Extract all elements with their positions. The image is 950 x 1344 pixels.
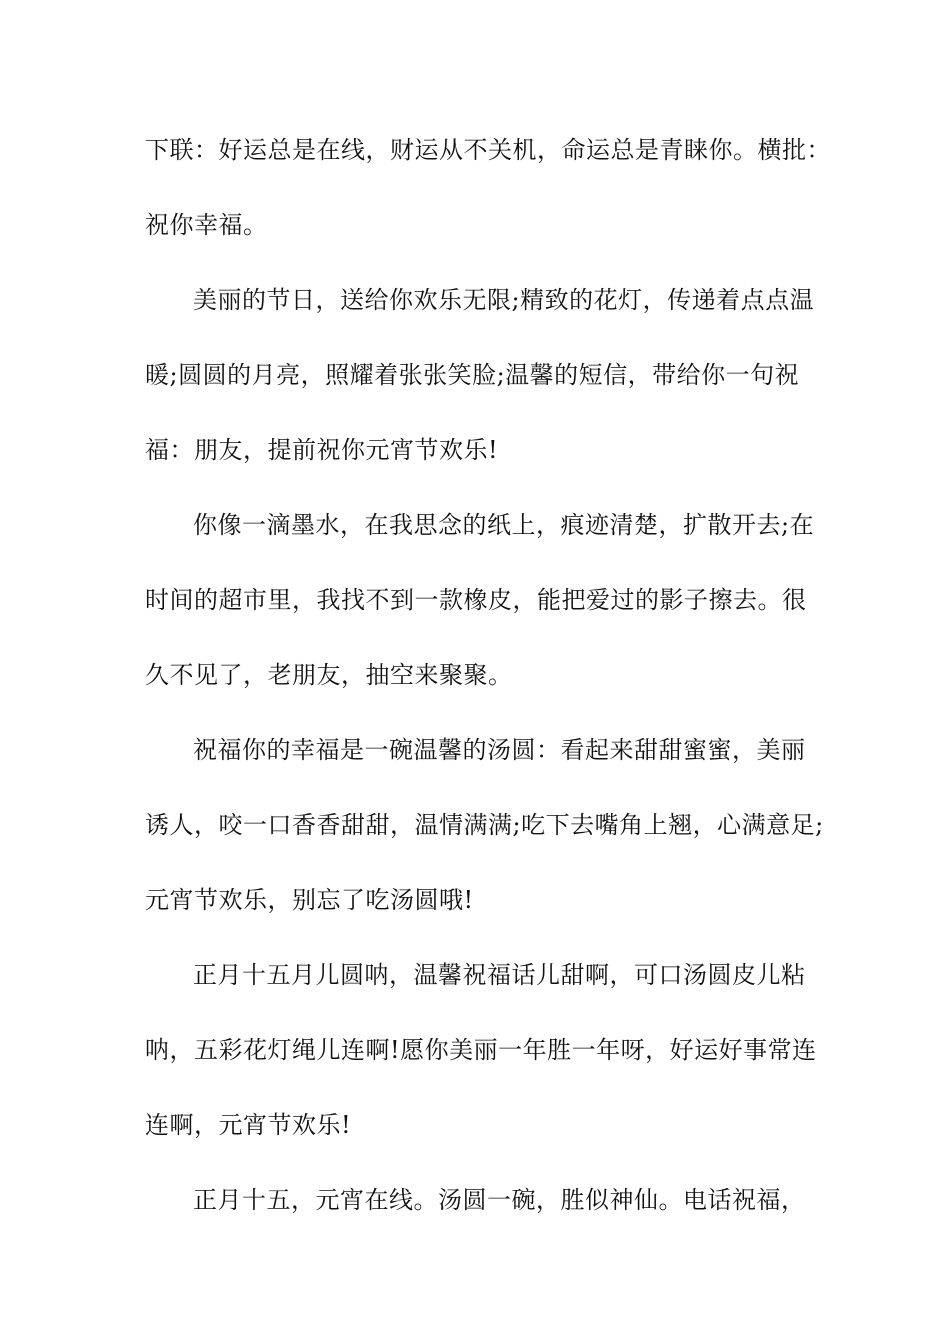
paragraph-first-line: 正月十五，元宵在线。汤圆一碗，胜似神仙。电话祝福， <box>193 1186 806 1214</box>
text-line: 时间的超市里，我找不到一款橡皮，能把爱过的影子擦去。很 <box>145 586 807 614</box>
text-line: 下联：好运总是在线，财运从不关机，命运总是青睐你。横批： <box>145 136 831 164</box>
paragraph-first-line: 美丽的节日，送给你欢乐无限;精致的花灯，传递着点点温 <box>193 286 815 314</box>
paragraph-first-line: 你像一滴墨水，在我思念的纸上，痕迹清楚，扩散开去;在 <box>193 511 815 539</box>
text-line: 元宵节欢乐，别忘了吃汤圆哦! <box>145 886 474 914</box>
paragraph-first-line: 祝福你的幸福是一碗温馨的汤圆：看起来甜甜蜜蜜，美丽 <box>193 736 806 764</box>
text-line: 连啊，元宵节欢乐! <box>145 1111 352 1139</box>
text-line: 福：朋友，提前祝你元宵节欢乐! <box>145 436 499 464</box>
text-line: 诱人，咬一口香香甜甜，温情满满;吃下去嘴角上翘，心满意足; <box>145 811 824 839</box>
text-line: 暖;圆圆的月亮，照耀着张张笑脸;温馨的短信，带给你一句祝 <box>145 361 800 389</box>
text-line: 祝你幸福。 <box>145 211 268 239</box>
text-line: 呐，五彩花灯绳儿连啊!愿你美丽一年胜一年呀，好运好事常连 <box>145 1036 817 1064</box>
paragraph-first-line: 正月十五月儿圆呐，温馨祝福话儿甜啊，可口汤圆皮儿粘 <box>193 961 806 989</box>
text-line: 久不见了，老朋友，抽空来聚聚。 <box>145 661 513 689</box>
